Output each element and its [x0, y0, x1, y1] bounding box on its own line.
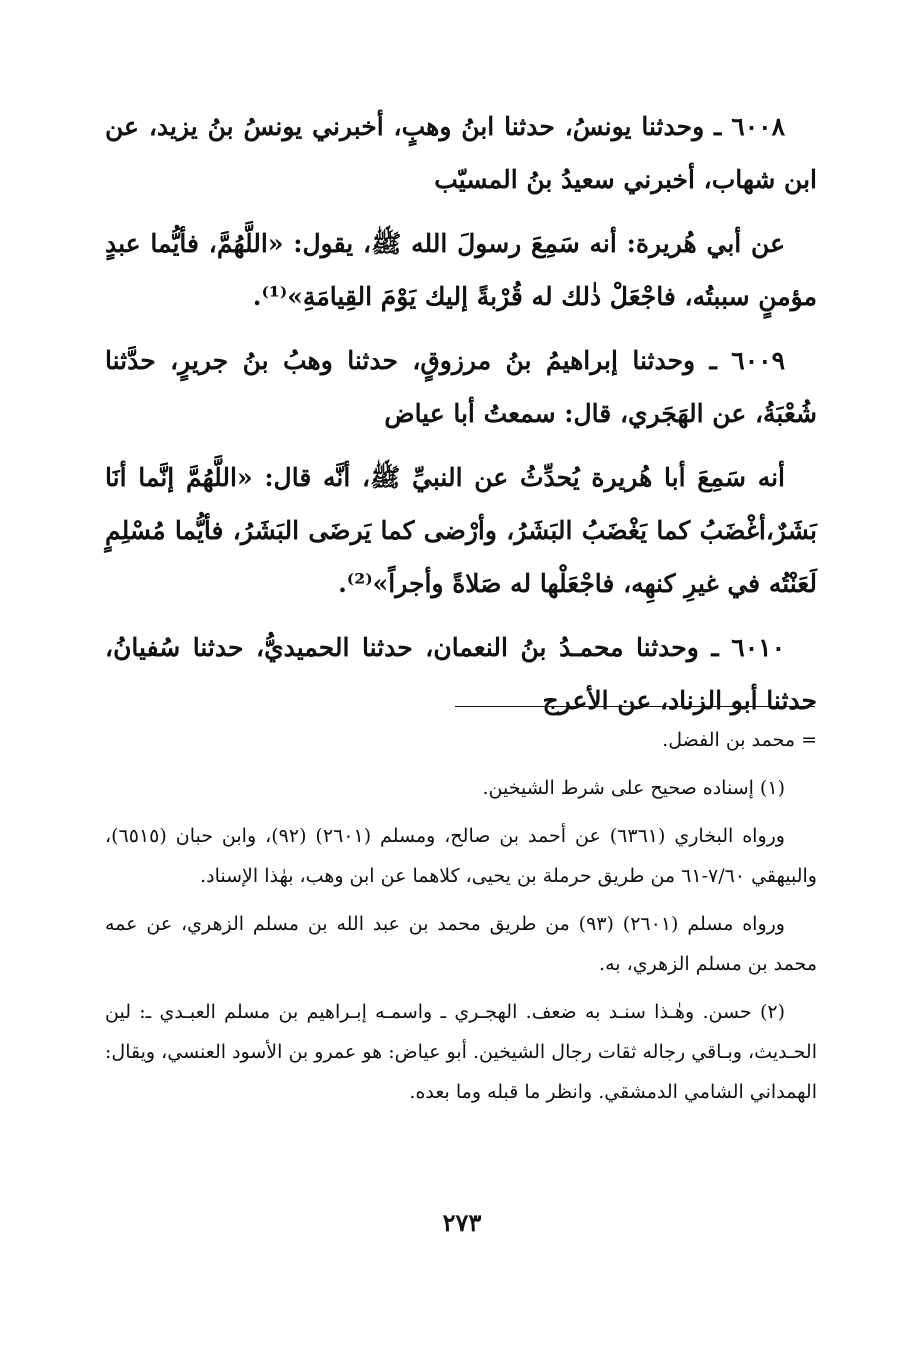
footnotes [105, 720, 817, 1120]
footnote-1: (١) إسناده صحيح على شرط الشيخين. [482, 777, 785, 799]
hadith-6009-matn: أنه سَمِعَ أبا هُريرة يُحدِّثُ عن النبيِّ ﷺ، أنَّه قال: «اللَّهُمَّ إنَّما أنَا بَشَرٌ،أغْضَبُ كما يَغْضَبُ البَشَرُ، وأرْضى كما يَرضَى البَشَرُ، فأيُّما مُسْلِمٍ لَعَنْتُه في غيرِ كنهِه، فاجْعَلْها له صَلاةً وأجراً»⁽²⁾. [105, 463, 817, 598]
hadith-6008-isnad: ٦٠٠٨ ـ وحدثنا يونسُ، حدثنا ابنُ وهبٍ، أخبرني يونسُ بنُ يزيد، عن ابن شهاب، أخبرني سعيدُ بنُ المسيّب [105, 112, 817, 194]
footnote-divider [455, 706, 815, 707]
footnote-1-takhrij-a: ورواه البخاري (٦٣٦١) عن أحمد بن صالح، ومسلم (٢٦٠١) (٩٢)، وابن حبان (٦٥١٥)، والبيهقي ٧/٦٠-٦١ من طريق حرملة بن يحيى، كلاهما عن ابن وهب، بهٰذا الإسناد. [105, 825, 817, 887]
hadith-6009-isnad: ٦٠٠٩ ـ وحدثنا إبراهيمُ بنُ مرزوقٍ، حدثنا وهبُ بنُ جريرٍ، حدَّثنا شُعْبَةُ، عن الهَجَري، قال: سمعتُ أبا عياض [105, 346, 817, 428]
main-text [105, 100, 817, 738]
page-number: ٢٧٣ [442, 1208, 482, 1237]
hadith-6008-matn: عن أبي هُريرة: أنه سَمِعَ رسولَ الله ﷺ، يقول: «اللَّهُمَّ، فأيُّما عبدٍ مؤمنٍ سببتُه، فاجْعَلْ ذٰلك له قُرْبةً إليك يَوْمَ القِيامَةِ»⁽¹⁾. [105, 229, 817, 311]
hadith-6010-isnad: ٦٠١٠ ـ وحدثنا محمـدُ بنُ النعمان، حدثنا الحميديُّ، حدثنا سُفيانُ، حدثنا أبو الزناد، عن الأعرج [105, 633, 817, 715]
footnote-1-takhrij-b: ورواه مسلم (٢٦٠١) (٩٣) من طريق محمد بن عبد الله بن مسلم الزهري، عن عمه محمد بن مسلم الزهري، به. [105, 913, 817, 975]
footnote-continuation: = محمد بن الفضل. [662, 729, 817, 751]
footnote-2: (٢) حسن. وهٰـذا سنـد به ضعف. الهجـري ـ واسمـه إبـراهيم بن مسلم العبـدي ـ: لين الحـديث، وبـاقي رجاله ثقات رجال الشيخين. أبو عياض: هو عمرو بن الأسود العنسي، ويقال: الهمداني الشامي الدمشقي. وانظر ما قبله وما بعده. [105, 1001, 817, 1103]
